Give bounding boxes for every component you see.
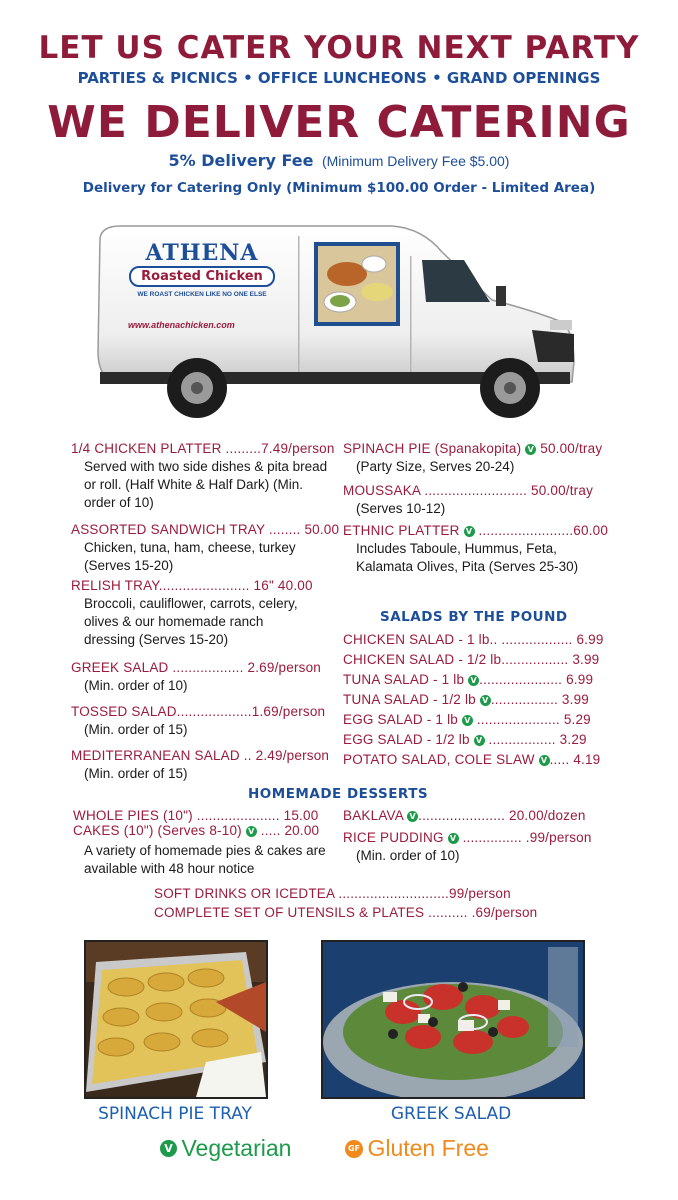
delivery-fee-line [0,151,678,171]
salad-item [343,692,604,712]
vegetarian-legend-icon: V [160,1140,177,1157]
menu-item [71,660,321,695]
salad-item [343,652,604,672]
salad-price: ..................... 6.99 [479,672,594,687]
van-brand: ATHENA [145,240,259,266]
menu-item-name: 1/4 CHICKEN PLATTER .........7.49/person [71,441,335,456]
extra-utensils: COMPLETE SET OF UTENSILS & PLATES .......... .69/person [154,905,538,920]
salads-heading: SALADS BY THE POUND [380,609,568,625]
salad-name: EGG SALAD - 1 lb [343,712,458,727]
gluten-free-label: Gluten Free [367,1135,489,1161]
extra-drinks: SOFT DRINKS OR ICEDTEA ............................99/person [154,886,511,901]
menu-item-price: ........................60.00 [478,523,609,538]
vegetarian-icon: V [464,526,475,537]
vegetarian-icon: V [407,811,418,822]
dessert-rice-price: ............... .99/person [458,830,592,845]
delivery-note: Delivery for Catering Only (Minimum $100.00 Order - Limited Area) [82,180,596,196]
van-tagline: WE ROAST CHICKEN LIKE NO ONE ELSE [137,291,267,298]
menu-item-name: ETHNIC PLATTER [343,523,460,538]
desserts-right [343,808,613,865]
greek-salad-image [323,942,583,1097]
menu-item-desc: (Serves 10-12) [356,501,446,516]
van-url: www.athenachicken.com [128,320,235,330]
menu-item-desc: (Min. order of 15) [84,722,188,737]
salad-name: POTATO SALAD, COLE SLAW [343,752,535,767]
vegetarian-legend [160,1135,291,1162]
catering-subtitle: PARTIES & PICNICS • OFFICE LUNCHEONS • GRAND OPENINGS [77,69,601,87]
spinach-pie-photo [84,940,268,1099]
dessert-rice-row [343,830,613,845]
salad-name: TUNA SALAD - 1 lb [343,672,465,687]
catering-headline: LET US CATER YOUR NEXT PARTY [38,30,640,66]
menu-item [71,578,314,649]
dessert-cakes-price: ..... 20.00 [256,823,320,838]
menu-item-desc: Served with two side dishes & pita bread or roll. (Half White & Half Dark) (Min. order of 10) [84,459,328,510]
dessert-pies: WHOLE PIES (10") ..................... 15.00 [73,808,319,823]
menu-item-name: MOUSSAKA .......................... 50.00/tray [343,483,594,498]
salad-item [343,672,604,692]
greek-salad-caption: GREEK SALAD [390,1104,512,1124]
delivery-van [92,222,582,422]
vegetarian-icon: V [525,444,536,455]
dessert-cakes-row [73,823,333,838]
dessert-rice-desc: (Min. order of 10) [356,848,460,863]
vegetarian-icon: V [246,826,257,837]
salad-name: CHICKEN SALAD - 1 lb.. .................. 6.99 [343,632,604,647]
menu-item [71,748,329,783]
vegetarian-legend-label: Vegetarian [181,1135,292,1161]
salad-name: EGG SALAD - 1/2 lb [343,732,470,747]
menu-item [71,522,339,575]
gluten-free-legend [345,1135,489,1162]
menu-item [71,704,325,739]
salad-name: TUNA SALAD - 1/2 lb [343,692,476,707]
menu-item-desc: (Min. order of 15) [84,766,188,781]
menu-item [343,441,613,476]
menu-item-name: RELISH TRAY....................... 16" 40.00 [71,578,313,593]
menu-item-price: 50.00/tray [540,441,603,456]
menu-item-name-row [343,441,613,456]
salad-name: CHICKEN SALAD - 1/2 lb................. 3.99 [343,652,600,667]
vegetarian-icon: V [462,715,473,726]
salad-price: ................. 3.29 [484,732,587,747]
menu-item [343,483,593,518]
dessert-desc: A variety of homemade pies & cakes are available with 48 hour notice [84,843,326,876]
salad-item [343,732,604,752]
vegetarian-icon: V [539,755,550,766]
menu-item-desc: Chicken, tuna, ham, cheese, turkey (Serves 15-20) [84,540,296,573]
desserts-heading: HOMEMADE DESSERTS [248,786,429,802]
menu-item [71,441,335,512]
vegetarian-icon: V [448,833,459,844]
deliver-headline: WE DELIVER CATERING [47,97,631,148]
menu-item-desc: (Party Size, Serves 20-24) [356,459,515,474]
spinach-pie-caption: SPINACH PIE TRAY [98,1104,252,1124]
menu-item-desc: Includes Taboule, Hummus, Feta, Kalamata Olives, Pita (Serves 25-30) [356,541,579,574]
desserts-left [73,808,333,878]
menu-item-name: SPINACH PIE (Spanakopita) [343,441,522,456]
salad-item [343,632,604,652]
spinach-pie-image [86,942,266,1097]
gluten-free-icon: GF [345,1140,363,1158]
menu-item-desc: (Min. order of 10) [84,678,188,693]
dessert-baklava-row [343,808,613,830]
dessert-cakes: CAKES (10") (Serves 8-10) [73,823,242,838]
salad-price: ................. 3.99 [490,692,590,707]
left-menu-column [71,441,340,781]
dessert-rice: RICE PUDDING [343,830,444,845]
right-menu-column [343,441,613,767]
menu-item [343,523,608,576]
delivery-fee: 5% Delivery Fee [168,151,314,170]
vegetarian-icon: V [480,695,491,706]
salad-price: ..... 4.19 [549,752,601,767]
menu-item-name: TOSSED SALAD...................1.69/person [71,704,326,719]
menu-item-desc: Broccoli, cauliflower, carrots, celery, olives & our homemade ranch dressing (Serves 15-20) [84,596,298,647]
menu-item-name: GREEK SALAD .................. 2.69/person [71,660,322,675]
salads-list [343,632,604,772]
salad-item [343,752,604,772]
salad-price: ..................... 5.29 [472,712,591,727]
menu-item-name-row [343,523,608,538]
vegetarian-icon: V [474,735,485,746]
menu-item-name: ASSORTED SANDWICH TRAY ........ 50.00 [71,522,340,537]
greek-salad-photo [321,940,585,1099]
van-logo [122,240,282,298]
delivery-fee-note: (Minimum Delivery Fee $5.00) [321,153,510,169]
van-brand-sub: Roasted Chicken [129,266,275,287]
dessert-baklava: BAKLAVA [343,808,404,823]
salad-item [343,712,604,732]
menu-item-name: MEDITERRANEAN SALAD .. 2.49/person [71,748,330,763]
dessert-baklava-price: ...................... 20.00/dozen [418,808,586,823]
vegetarian-icon: V [468,675,479,686]
